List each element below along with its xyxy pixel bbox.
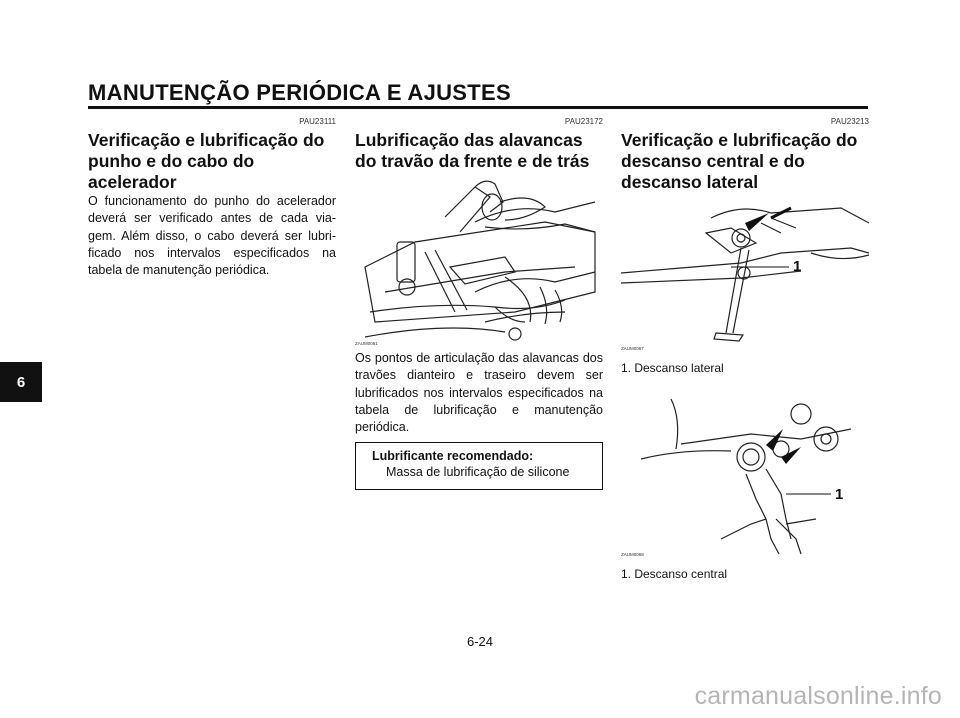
figure-code: ZAUM0068 (621, 552, 644, 557)
chapter-tab[interactable]: 6 (0, 362, 42, 402)
header-rule (88, 106, 868, 109)
centerstand-figure (621, 389, 869, 561)
centerstand-caption: 1. Descanso central (621, 567, 728, 581)
figure-code: ZAUM0067 (621, 346, 644, 351)
sidestand-callout: 1 (793, 258, 802, 275)
section-code: PAU23172 (564, 117, 603, 126)
page-number: 6-24 (466, 634, 494, 649)
section-brake-levers (355, 117, 603, 490)
centerstand-illustration (621, 389, 869, 561)
section-heading: Verificação e lubrificação do punho e do cabo do acelerador (88, 130, 325, 192)
sidestand-figure (621, 193, 869, 355)
lubricant-box (355, 442, 603, 490)
section-heading: Verificação e lubrificação do descanso central e do descanso lateral (621, 130, 858, 192)
lubricant-title: Lubrificante recomendado: (372, 449, 534, 464)
figure-code: ZAUM0061 (355, 341, 378, 346)
section-stands (621, 117, 869, 581)
centerstand-callout: 1 (835, 486, 844, 503)
brake-lever-figure (355, 172, 603, 350)
section-code: PAU23111 (299, 117, 336, 126)
page-title: MANUTENÇÃO PERIÓDICA E AJUSTES (88, 80, 511, 105)
section-heading: Lubrificação das alavancas do travão da frente e de trás (355, 130, 590, 171)
section-code: PAU23213 (830, 117, 869, 126)
section-throttle (88, 117, 336, 279)
sidestand-illustration (621, 193, 869, 355)
brake-lever-illustration (355, 172, 603, 350)
section-body: Os pontos de articulação das alavancas dos travões dianteiro e traseiro devem ser lubrificados nos intervalos especificados na tabela de lubrificação e manutenção periódica. (355, 351, 603, 435)
lubricant-value: Massa de lubrificação de silicone (386, 465, 570, 480)
section-body: O funcionamento do punho do acelerador deverá ser verificado antes de cada via-gem. Além disso, o cabo deverá ser lubri-ficado nos intervalos especificados na tabela de manutenção periódica. (88, 194, 336, 278)
watermark[interactable]: carmanualsonline.info (694, 682, 942, 710)
sidestand-caption: 1. Descanso lateral (621, 361, 724, 375)
